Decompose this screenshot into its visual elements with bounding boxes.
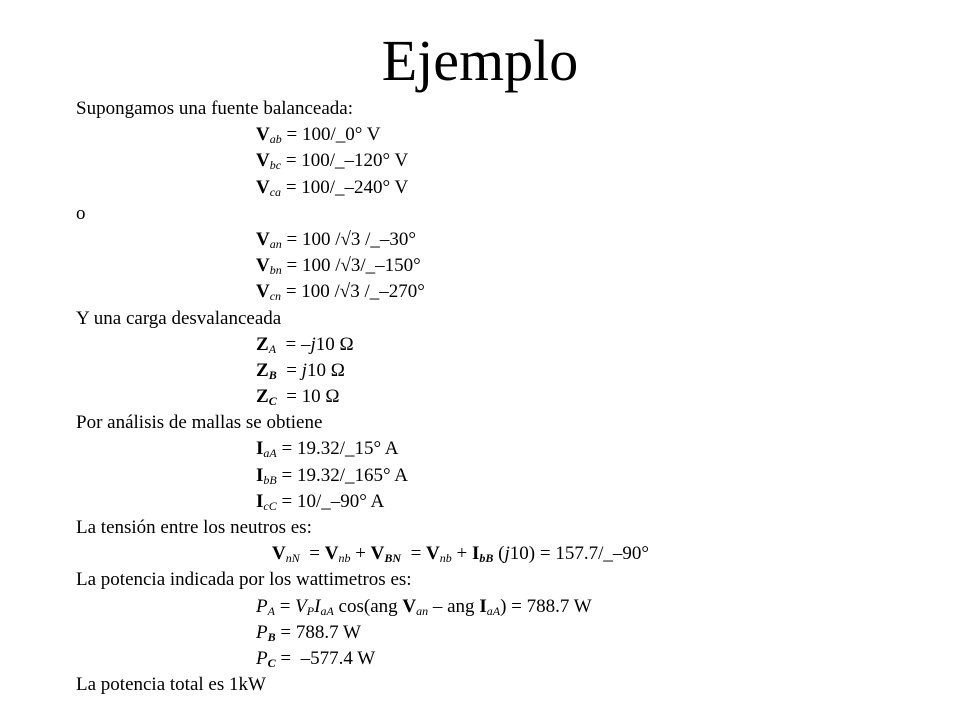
imaginary-j: j <box>504 543 510 565</box>
impedance-b <box>76 358 936 384</box>
eq-operator: = <box>299 543 325 565</box>
current-cc <box>76 489 936 515</box>
impedance-eq: = <box>276 386 302 408</box>
voltage-value: = 100 /√3 /_–30° <box>281 228 417 250</box>
eq-subscript: aA <box>320 603 334 618</box>
voltage-subscript: cn <box>269 289 282 304</box>
slide-title: Ejemplo <box>381 28 579 93</box>
impedance-subscript: C <box>268 394 277 409</box>
voltage-value: = 100/_–240° V <box>281 176 409 198</box>
imaginary-j: j <box>301 359 307 381</box>
phase-voltage-bn <box>76 253 936 279</box>
current-symbol: I <box>256 464 264 486</box>
eq-symbol: V <box>426 543 440 565</box>
voltage-value: = 100/_–120° V <box>281 150 409 172</box>
current-symbol: I <box>256 490 264 512</box>
voltage-subscript: ca <box>269 184 282 199</box>
eq-symbol: V <box>295 595 307 617</box>
impedance-value: 10 Ω <box>315 333 354 355</box>
voltage-value: = 100 /√3 /_–270° <box>281 281 425 303</box>
eq-subscript: nb <box>439 551 452 566</box>
eq-subscript: bB <box>479 551 494 566</box>
eq-symbol: I <box>314 595 321 617</box>
eq-subscript: an <box>416 603 429 618</box>
current-bb <box>76 463 936 489</box>
eq-subscript: P <box>306 603 315 618</box>
current-value: = 19.32/_165° A <box>276 464 409 486</box>
voltage-subscript: bc <box>269 158 282 173</box>
power-b <box>76 620 936 646</box>
current-subscript: cC <box>263 498 277 513</box>
voltage-subscript: ab <box>269 132 282 147</box>
impedance-eq: = <box>276 359 302 381</box>
neutral-equation <box>76 541 936 567</box>
eq-subscript: nN <box>285 551 300 566</box>
voltage-symbol: V <box>256 281 270 303</box>
eq-text: – ang <box>428 595 480 617</box>
impedance-value: 10 Ω <box>306 359 345 381</box>
voltage-subscript: an <box>269 236 282 251</box>
power-subscript: B <box>267 629 276 644</box>
impedance-symbol: Z <box>256 386 269 408</box>
impedance-subscript: B <box>268 367 277 382</box>
impedance-subscript: A <box>268 341 277 356</box>
current-subscript: aA <box>263 446 277 461</box>
power-symbol: P <box>256 621 268 643</box>
phase-voltage-an <box>76 227 936 253</box>
impedance-symbol: Z <box>256 359 269 381</box>
intro-text: Supongamos una fuente balanceada: <box>76 98 353 119</box>
eq-operator: ( <box>493 543 505 565</box>
eq-operator: = <box>274 595 296 617</box>
voltage-symbol: V <box>256 176 270 198</box>
voltage-symbol: V <box>256 255 270 277</box>
neutral-text: La tensión entre los neutros es: <box>76 517 312 538</box>
voltage-symbol: V <box>256 150 270 172</box>
eq-operator: + <box>350 543 371 565</box>
total-text: La potencia total es 1kW <box>76 674 266 696</box>
watt-text: La potencia indicada por los wattimetros es: <box>76 569 412 591</box>
eq-operator: + <box>451 543 472 565</box>
voltage-symbol: V <box>256 124 270 146</box>
eq-symbol: V <box>324 543 339 565</box>
eq-symbol: V <box>402 595 417 617</box>
load-text: Y una carga desvalanceada <box>76 307 282 329</box>
power-value: = –577.4 W <box>275 647 376 669</box>
impedance-eq: = – <box>276 333 311 355</box>
eq-subscript: aA <box>486 603 501 618</box>
current-value: = 10/_–90° A <box>276 490 385 512</box>
current-subscript: bB <box>263 472 277 487</box>
power-subscript: C <box>267 655 276 670</box>
power-a <box>76 594 936 620</box>
line-voltage-ab <box>76 122 936 148</box>
eq-result: 10) = 157.7/_–90° <box>509 543 649 565</box>
eq-result: ) = 788.7 W <box>500 595 592 617</box>
voltage-symbol: V <box>256 228 270 250</box>
impedance-symbol: Z <box>256 333 269 355</box>
current-aa <box>76 436 936 462</box>
line-voltage-ca <box>76 175 936 201</box>
line-voltage-bc <box>76 148 936 174</box>
eq-subscript: BN <box>384 551 402 566</box>
power-symbol: P <box>256 647 268 669</box>
voltage-subscript: bn <box>269 263 282 278</box>
power-value: = 788.7 W <box>275 621 361 643</box>
eq-symbol: V <box>370 543 385 565</box>
or-text: o <box>76 202 86 224</box>
mesh-text: Por análisis de mallas se obtiene <box>76 412 323 434</box>
power-subscript: A <box>267 603 275 618</box>
voltage-value: = 100/_0° V <box>281 124 381 146</box>
slide-content <box>76 96 936 698</box>
eq-symbol: I <box>479 595 487 617</box>
current-value: = 19.32/_15° A <box>276 438 399 460</box>
eq-symbol: V <box>272 543 286 565</box>
impedance-value: 10 Ω <box>301 386 340 408</box>
eq-subscript: nb <box>338 551 351 566</box>
voltage-value: = 100 /√3/_–150° <box>281 255 421 277</box>
eq-operator: = <box>401 543 427 565</box>
eq-text: cos(ang <box>333 595 403 617</box>
current-symbol: I <box>256 438 264 460</box>
impedance-c <box>76 384 936 410</box>
phase-voltage-cn <box>76 279 936 305</box>
power-symbol: P <box>256 595 268 617</box>
impedance-a <box>76 332 936 358</box>
eq-symbol: I <box>472 543 480 565</box>
power-c <box>76 646 936 672</box>
imaginary-j: j <box>310 333 316 355</box>
